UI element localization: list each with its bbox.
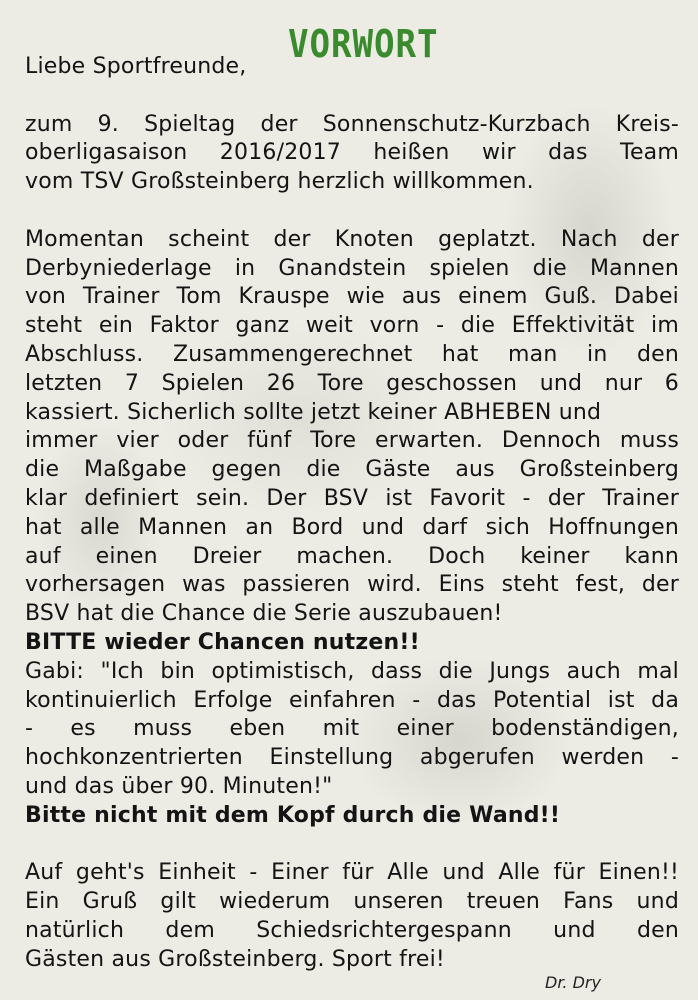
closing-paragraph <box>25 859 679 974</box>
text-line: Derbyniederlage in Gnandstein spielen die Mannen <box>25 255 679 281</box>
text-line: und das über 90. Minuten!" <box>25 773 333 799</box>
text-line: zum 9. Spieltag der Sonnenschutz-Kurzbach Kreis- <box>25 111 679 137</box>
text-line: Abschluss. Zusammengerechnet hat man in den <box>25 341 679 367</box>
text-line: Momentan scheint der Knoten geplatzt. Nach der <box>25 226 679 252</box>
bold-callout: Bitte nicht mit dem Kopf durch die Wand!! <box>25 802 561 828</box>
text-line: Gabi: "Ich bin optimistisch, dass die Jungs auch mal <box>25 658 679 684</box>
text-line: natürlich dem Schiedsrichtergespann und den <box>25 917 679 943</box>
text-line: von Trainer Tom Krauspe wie aus einem Guß. Dabei <box>25 284 679 310</box>
text-line: letzten 7 Spielen 26 Tore geschossen und nur 6 <box>25 370 679 396</box>
text-line: die Maßgabe gegen die Gäste aus Großsteinberg <box>25 457 679 483</box>
text-line: BSV hat die Chance die Serie auszubauen! <box>25 601 503 627</box>
text-line: immer vier oder fünf Tore erwarten. Dennoch muss <box>25 428 679 454</box>
text-line: auf einen Dreier machen. Doch keiner kann <box>25 543 679 569</box>
bold-callout: BITTE wieder Chancen nutzen!! <box>25 629 420 655</box>
text-line: kontinuierlich Erfolge einfahren - das Potential ist da <box>25 687 679 713</box>
text-line: hochkonzentrierten Einstellung abgerufen werden - <box>25 745 679 771</box>
foreword-body <box>25 53 679 975</box>
signature: Dr. Dry <box>545 973 601 992</box>
text-line: Auf geht's Einheit - Einer für Alle und Alle für Einen!! <box>25 860 679 886</box>
text-line: Gästen aus Großsteinberg. Sport frei! <box>25 946 445 972</box>
text-line: vorhersagen was passieren wird. Eins steht fest, der <box>25 572 679 598</box>
main-paragraph <box>25 226 679 629</box>
text-line: oberligasaison 2016/2017 heißen wir das Team <box>25 140 679 166</box>
greeting: Liebe Sportfreunde, <box>25 54 247 79</box>
text-line: Ein Gruß gilt wiederum unseren treuen Fans und <box>25 889 679 915</box>
text-line: vom TSV Großsteinberg herzlich willkommen. <box>25 169 534 195</box>
intro-paragraph <box>25 111 679 197</box>
text-line: - es muss eben mit einer bodenständigen, <box>25 716 679 742</box>
text-line: hat alle Mannen an Bord und darf sich Hoffnungen <box>25 514 679 540</box>
quote-paragraph <box>25 658 679 802</box>
text-line: kassiert. Sicherlich sollte jetzt keiner ABHEBEN und <box>25 399 602 425</box>
text-line: steht ein Faktor ganz weit vorn - die Effektivität im <box>25 313 679 339</box>
page-title: VORWORT <box>288 22 439 66</box>
text-line: klar definiert sein. Der BSV ist Favorit - der Trainer <box>25 485 679 511</box>
